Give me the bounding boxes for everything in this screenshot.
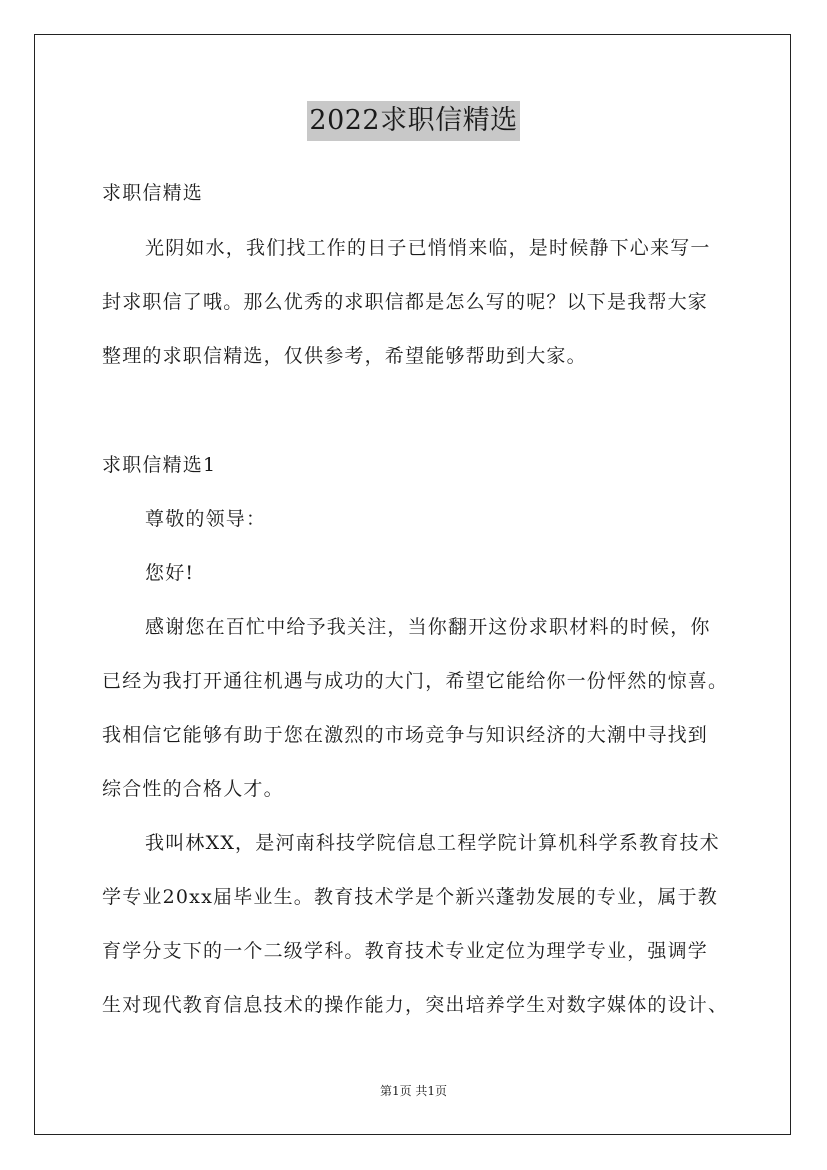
intro-line-1: 光阴如水，我们找工作的日子已悄悄来临，是时候静下心来写一 xyxy=(145,237,711,259)
paragraph2-line-1: 我叫林XX，是河南科技学院信息工程学院计算机科学系教育技术 xyxy=(145,832,720,854)
paragraph1-line-3: 我相信它能够有助于您在激烈的市场竞争与知识经济的大潮中寻找到 xyxy=(102,724,709,746)
title-container xyxy=(0,101,827,141)
paragraph2-line-2: 学专业20xx届毕业生。教育技术学是个新兴蓬勃发展的专业，属于教 xyxy=(102,886,719,908)
intro-line-3: 整理的求职信精选，仅供参考，希望能够帮助到大家。 xyxy=(102,345,587,367)
salutation: 尊敬的领导： xyxy=(145,508,267,530)
paragraph1-line-4: 综合性的合格人才。 xyxy=(102,778,284,800)
greeting: 您好! xyxy=(145,562,195,584)
section-title: 求职信精选1 xyxy=(102,454,217,476)
document-heading: 求职信精选 xyxy=(102,182,204,204)
paragraph1-line-1: 感谢您在百忙中给予我关注，当你翻开这份求职材料的时候，你 xyxy=(145,616,711,638)
intro-line-2: 封求职信了哦。那么优秀的求职信都是怎么写的呢？以下是我帮大家 xyxy=(102,291,709,313)
paragraph1-line-2: 已经为我打开通往机遇与成功的大门，希望它能给你一份怦然的惊喜。 xyxy=(102,670,729,692)
paragraph2-line-4: 生对现代教育信息技术的操作能力，突出培养学生对数字媒体的设计、 xyxy=(102,994,729,1016)
paragraph2-line-3: 育学分支下的一个二级学科。教育技术专业定位为理学专业，强调学 xyxy=(102,940,709,962)
page-footer: 第1页 共1页 xyxy=(379,1084,448,1098)
document-title: 2022求职信精选 xyxy=(307,101,519,141)
